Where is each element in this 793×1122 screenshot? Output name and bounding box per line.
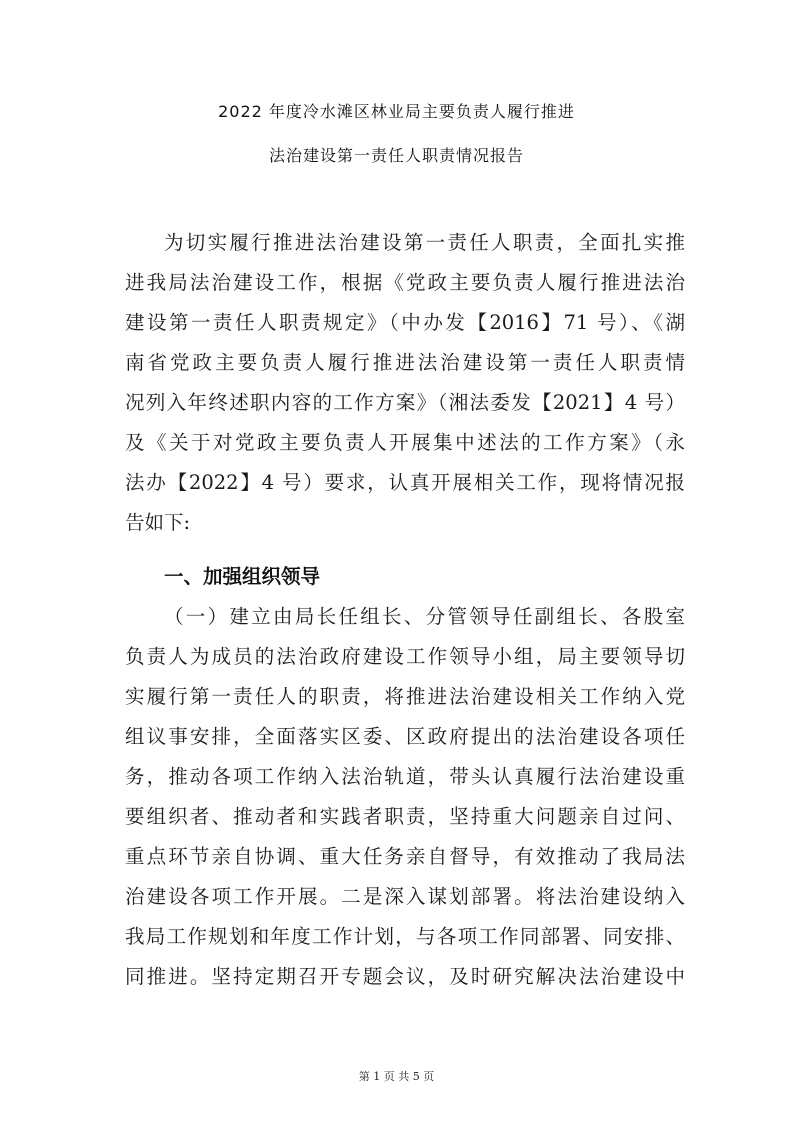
page-footer: 第 1 页 共 5 页 (358, 1070, 435, 1083)
intro-line: 南省党政主要负责人履行推进法治建设第一责任人职责情 (125, 351, 685, 374)
section-heading: 一、加强组织领导 (164, 565, 321, 588)
section-line: （一）建立由局长任组长、分管领导任副组长、各股室 (164, 605, 685, 628)
document-title-line-2: 法治建设第一责任人职责情况报告 (268, 146, 524, 165)
section-line: 务，推动各项工作纳入法治轨道，带头认真履行法治建设重 (125, 765, 685, 788)
intro-line: 为切实履行推进法治建设第一责任人职责，全面扎实推 (164, 231, 685, 254)
document-title-line-1: 2022 年度冷水滩区林业局主要负责人履行推进 (218, 102, 575, 121)
section-line: 要组织者、推动者和实践者职责，坚持重大问题亲自过问、 (125, 805, 685, 828)
section-line: 我局工作规划和年度工作计划，与各项工作同部署、同安排、 (125, 925, 685, 948)
section-line: 同推进。坚持定期召开专题会议，及时研究解决法治建设中 (125, 965, 685, 988)
intro-line: 法办【2022】4 号）要求，认真开展相关工作，现将情况报 (125, 471, 685, 494)
section-line: 负责人为成员的法治政府建设工作领导小组，局主要领导切 (125, 645, 685, 668)
intro-line: 况列入年终述职内容的工作方案》（湘法委发【2021】4 号） (125, 391, 685, 414)
section-line: 组议事安排，全面落实区委、区政府提出的法治建设各项任 (125, 725, 685, 748)
intro-line: 及《关于对党政主要负责人开展集中述法的工作方案》（永 (125, 431, 685, 454)
section-line: 治建设各项工作开展。二是深入谋划部署。将法治建设纳入 (125, 885, 685, 908)
section-line: 实履行第一责任人的职责，将推进法治建设相关工作纳入党 (125, 685, 685, 708)
intro-line: 进我局法治建设工作，根据《党政主要负责人履行推进法治 (125, 271, 685, 294)
section-line: 重点环节亲自协调、重大任务亲自督导，有效推动了我局法 (125, 845, 685, 868)
intro-line: 建设第一责任人职责规定》（中办发【2016】71 号）、《湖 (125, 311, 685, 334)
intro-line: 告如下: (125, 511, 191, 534)
